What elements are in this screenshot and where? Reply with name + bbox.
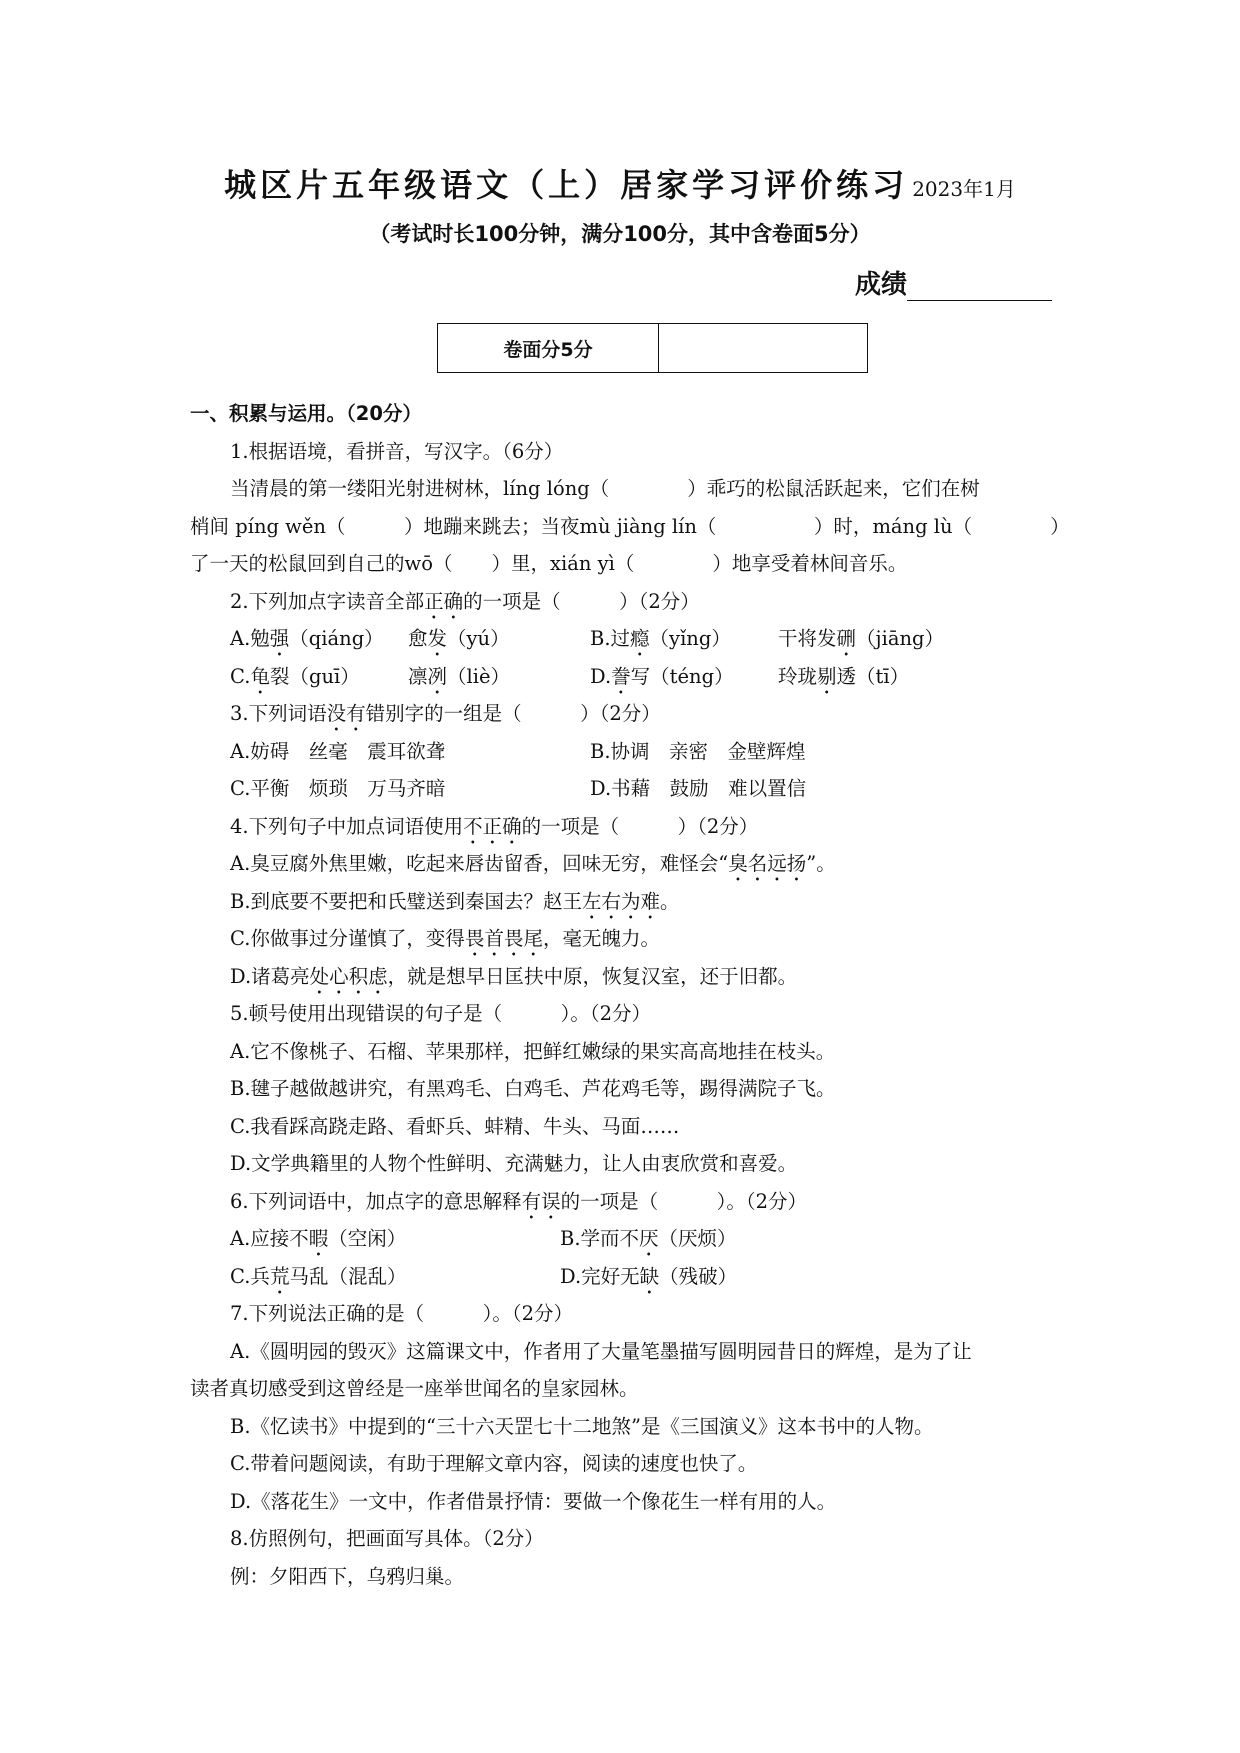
- text: 透: [836, 664, 857, 688]
- option-d[interactable]: D.文学典籍里的人物个性鲜明、充满魅力，让人由衷欣赏和喜爱。: [230, 1152, 798, 1175]
- emphasis-text: 畏首畏尾: [464, 927, 543, 950]
- emphasis-text: 处心积虑: [309, 964, 388, 988]
- option-b[interactable]: [560, 1220, 737, 1261]
- paper-score-value[interactable]: [659, 324, 868, 373]
- score-label: 成绩: [854, 270, 907, 300]
- option-d[interactable]: [560, 1258, 737, 1299]
- text: 马乱（混乱）: [289, 1264, 407, 1288]
- text: D.: [590, 664, 612, 688]
- text: （ ）里，: [432, 552, 550, 575]
- option-a[interactable]: [230, 620, 384, 661]
- text: ”。: [806, 852, 836, 875]
- option-b[interactable]: B.《忆读书》中提到的“三十六天罡七十二地煞”是《三国演义》这本书中的人物。: [230, 1414, 934, 1438]
- option-a-2: [408, 620, 510, 661]
- option-a[interactable]: [230, 1220, 406, 1261]
- pinyin: （yǐng）: [649, 627, 731, 650]
- question-2-row-ab: [190, 620, 1062, 658]
- exam-subtitle: （考试时长100分钟，满分100分，其中含卷面5分）: [369, 222, 871, 246]
- emphasis-text: 发: [427, 627, 448, 650]
- paper-score-table: [437, 323, 868, 373]
- text: 4.下列句子中加点词语使用: [230, 814, 464, 838]
- emphasis-text: 剔: [817, 664, 837, 688]
- score-field: [855, 264, 1052, 301]
- emphasis-text: 龟: [250, 664, 270, 688]
- option-c[interactable]: [230, 658, 360, 699]
- option-a[interactable]: [190, 845, 1062, 883]
- text: ，就是想早日匡扶中原，恢复汉室，还于旧都。: [387, 964, 798, 988]
- question-8-example: 例：夕阳西下，乌鸦归巢。: [230, 1564, 465, 1588]
- pinyin: （qiáng）: [289, 627, 384, 650]
- text: 错别字的一组是（ ）（2分）: [365, 702, 661, 725]
- option-c-2: [408, 658, 510, 699]
- question-1-line-2: [190, 508, 1070, 546]
- text: （残破）: [659, 1264, 738, 1288]
- score-blank[interactable]: [907, 274, 1052, 301]
- pinyin: mù jiàng lín: [579, 514, 697, 538]
- question-3-row-cd: [190, 770, 1062, 808]
- text: B.过: [590, 627, 631, 650]
- pinyin: （jiāng）: [856, 627, 944, 650]
- question-3-stem: [190, 695, 1062, 733]
- emphasis-text: 荒: [269, 1264, 290, 1288]
- option-a[interactable]: A.妨碍 丝毫 震耳欲聋: [230, 739, 446, 763]
- text: （ ）乖巧的松鼠活跃起来，它们在树: [589, 477, 980, 500]
- text: 梢间: [190, 514, 230, 538]
- text: 的一项是（ ）。（2分）: [560, 1189, 808, 1213]
- pinyin: （yú）: [447, 627, 510, 650]
- pinyin: （liè）: [447, 664, 511, 688]
- option-b[interactable]: B.协调 亲密 金壁辉煌: [590, 739, 806, 763]
- pinyin: máng lù: [872, 514, 953, 538]
- option-b[interactable]: [590, 620, 731, 661]
- emphasis-text: 誊: [611, 664, 631, 688]
- question-5-stem: 5.顿号使用出现错误的句子是（ ）。（2分）: [230, 1002, 652, 1025]
- text: （ ）地享受着林间音乐。: [614, 552, 908, 575]
- pinyin: píng wěn: [235, 514, 326, 538]
- text: 的一项是（ ）（2分）: [521, 814, 759, 838]
- question-8-stem: 8.仿照例句，把画面写具体。（2分）: [230, 1527, 544, 1550]
- text: ，毫无魄力。: [542, 927, 660, 950]
- text: C.你做事过分谨慎了，变得: [230, 927, 465, 950]
- option-a[interactable]: A.《圆明园的毁灭》这篇课文中，作者用了大量笔墨描写圆明园昔日的辉煌，是为了让: [230, 1339, 972, 1363]
- emphasis-text: 冽: [427, 664, 448, 688]
- text: B.学而不: [560, 1227, 640, 1250]
- text: 愈: [408, 627, 428, 650]
- option-d[interactable]: D.《落花生》一文中，作者借景抒情：要做一个像花生一样有用的人。: [230, 1489, 837, 1513]
- text: 凛: [408, 664, 428, 688]
- text: 玲珑: [778, 664, 818, 688]
- text: 3.下列词语: [230, 702, 327, 725]
- question-6-row-cd: [190, 1258, 1062, 1296]
- text: （空闲）: [328, 1227, 407, 1250]
- option-c[interactable]: [230, 1258, 406, 1299]
- option-b-2: [778, 620, 944, 661]
- page-title: [0, 160, 1240, 206]
- option-d-2: [778, 658, 909, 699]
- pinyin: wō: [404, 552, 433, 575]
- emphasis-text: 瘾: [630, 627, 650, 650]
- emphasis-text: 硎: [836, 627, 857, 650]
- option-c[interactable]: C.平衡 烦琐 万马齐暗: [230, 777, 446, 800]
- text: 裂: [269, 664, 290, 688]
- text: 2.下列加点字读音全部: [230, 589, 425, 613]
- emphasis-text: 正确: [424, 589, 464, 613]
- section-heading: 一、积累与运用。（20分）: [190, 402, 422, 425]
- emphasis-text: 缺: [639, 1264, 660, 1288]
- question-2-stem: [190, 583, 1062, 621]
- pinyin: xián yì: [549, 552, 615, 575]
- pinyin: （tī）: [856, 664, 910, 688]
- option-a[interactable]: A.它不像桃子、石榴、苹果那样，把鲜红嫩绿的果实高高地挂在枝头。: [230, 1039, 836, 1063]
- pinyin: líng lóng: [503, 477, 590, 500]
- question-6-stem: [190, 1183, 1062, 1221]
- emphasis-text: 没有: [326, 702, 366, 725]
- option-a-cont: 读者真切感受到这曾经是一座举世闻名的皇家园林。: [190, 1377, 639, 1400]
- option-b[interactable]: [190, 883, 1062, 921]
- option-c[interactable]: [190, 920, 1062, 958]
- text: 6.下列词语中，加点字的意思解释: [230, 1189, 522, 1213]
- question-1-stem: 1.根据语境，看拼音，写汉字。（6分）: [230, 439, 564, 463]
- exam-content: [190, 395, 1070, 1595]
- text: A.应接不: [230, 1227, 309, 1250]
- paper-score-label: 卷面分5分: [438, 324, 659, 373]
- text: D.诸葛亮: [230, 964, 310, 988]
- option-b[interactable]: B.毽子越做越讲究，有黑鸡毛、白鸡毛、芦花鸡毛等，踢得满院子飞。: [230, 1077, 836, 1100]
- option-c[interactable]: C.带着问题阅读，有助于理解文章内容，阅读的速度也快了。: [230, 1452, 758, 1475]
- text: D.完好无: [560, 1264, 640, 1288]
- text: 干将发: [778, 627, 837, 650]
- text: （厌烦）: [658, 1227, 737, 1250]
- text: （ ）: [952, 514, 1070, 538]
- text: 的一项是（ ）（2分）: [463, 589, 700, 613]
- pinyin: （guī）: [289, 664, 360, 688]
- emphasis-text: 有误: [521, 1189, 561, 1213]
- option-d[interactable]: D.书藉 鼓励 难以置信: [590, 777, 807, 800]
- option-c[interactable]: C.我看踩高跷走路、看虾兵、蚌精、牛头、马面……: [230, 1114, 680, 1138]
- emphasis-text: 暇: [308, 1227, 329, 1250]
- text: C.兵: [230, 1264, 270, 1288]
- question-7-stem: 7.下列说法正确的是（ ）。（2分）: [230, 1302, 574, 1325]
- emphasis-text: 不正确: [463, 814, 522, 838]
- option-d[interactable]: [590, 658, 734, 699]
- option-d[interactable]: [190, 958, 1062, 996]
- text: （ ）地蹦来跳去；当夜: [325, 514, 580, 538]
- exam-date: 2023年1月: [912, 177, 1016, 201]
- text: 了一天的松鼠回到自己的: [190, 552, 405, 575]
- emphasis-text: 臭名远扬: [728, 852, 807, 875]
- question-2-row-cd: [190, 658, 1062, 696]
- question-1-line-1: [190, 470, 1062, 508]
- title-text: 城区片五年级语文（上）居家学习评价练习: [224, 166, 909, 204]
- emphasis-text: 强: [269, 627, 290, 650]
- text: A.勉: [230, 627, 270, 650]
- text: B.到底要不要把和氏璧送到秦国去？赵王: [230, 889, 583, 913]
- emphasis-text: 左右为难: [582, 889, 661, 913]
- question-1-line-3: [190, 545, 1062, 583]
- text: 。: [660, 889, 680, 913]
- text: A.臭豆腐外焦里嫩，吃起来唇齿留香，回味无穷，难怪会“: [230, 852, 729, 875]
- pinyin: （téng）: [650, 664, 734, 688]
- emphasis-text: 厌: [639, 1227, 659, 1250]
- question-4-stem: [190, 808, 1062, 846]
- question-3-row-ab: [190, 733, 1062, 771]
- text: （ ）时，: [696, 514, 873, 538]
- text: 当清晨的第一缕阳光射进树林，: [230, 477, 504, 500]
- text: 写: [630, 664, 651, 688]
- text: C.: [230, 664, 251, 688]
- question-6-row-ab: [190, 1220, 1062, 1258]
